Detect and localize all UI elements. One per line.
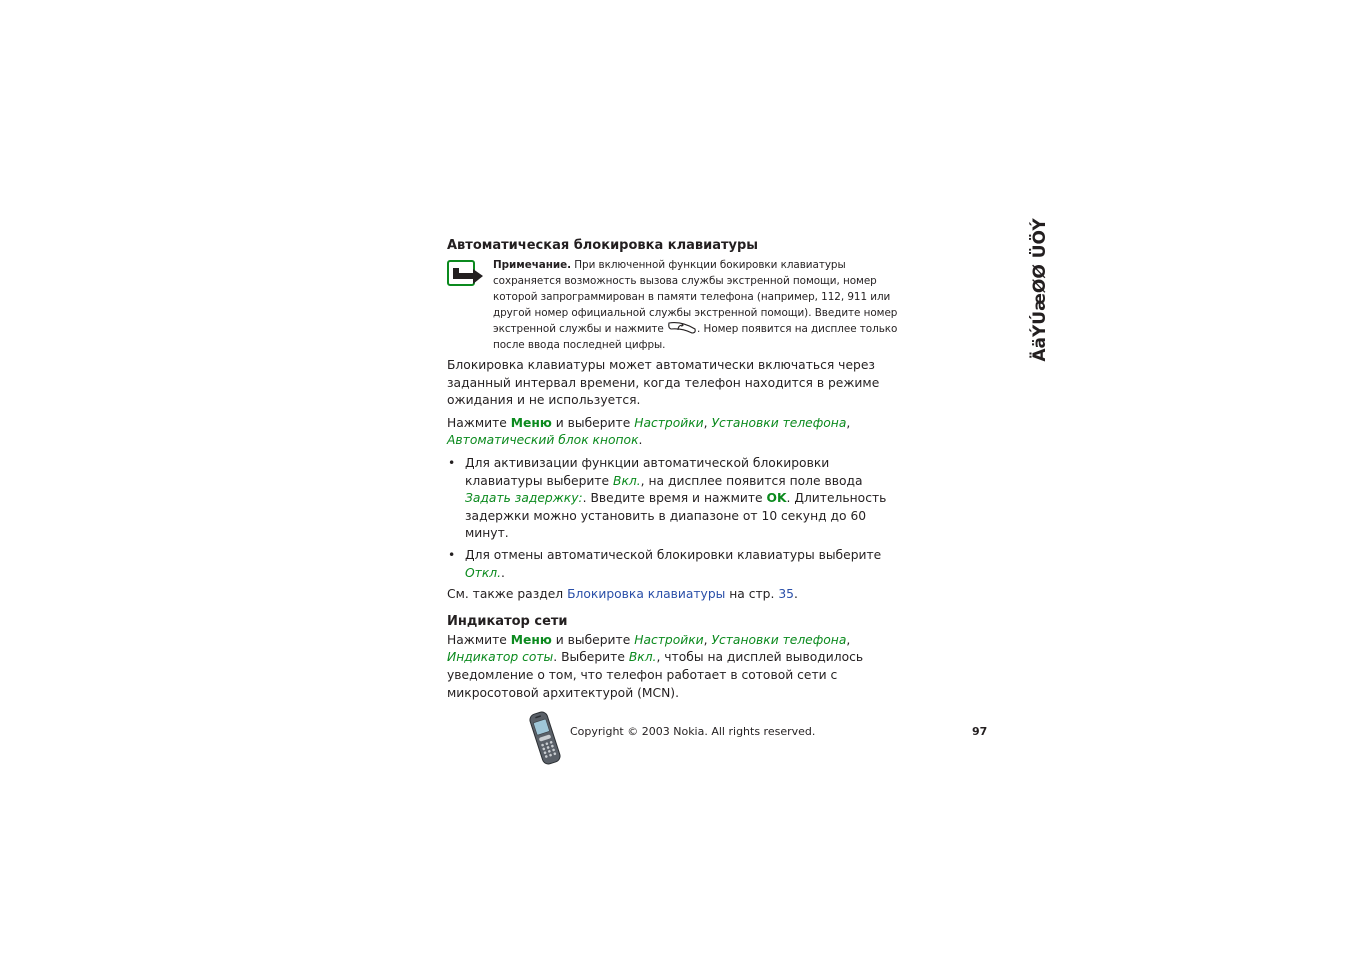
list-item: [447, 455, 905, 543]
note-label: Примечание.: [493, 259, 572, 271]
text-middle: и выберите: [555, 632, 631, 647]
text-middle: и выберите: [555, 415, 631, 430]
option-off: Откл.: [465, 565, 502, 580]
note-block: [447, 257, 905, 353]
bullet-list: [447, 455, 905, 582]
paragraph-text: , чтобы на дисплей выводилось уведомление о том, что телефон работает в сотовой сети с микросотовой архитектурой (MCN).: [447, 650, 864, 700]
option-on: Вкл.: [613, 473, 641, 488]
footer-copyright: Copyright © 2003 Nokia. All rights reserved.: [570, 725, 816, 738]
link-page-35[interactable]: 35: [778, 587, 794, 602]
separator: ,: [703, 415, 708, 430]
bullet-text: .: [501, 565, 505, 580]
chapter-side-tab: [1022, 218, 1058, 362]
menu-softkey: Меню: [510, 415, 552, 430]
paragraph-text: . Выберите: [553, 650, 625, 665]
menu-item-phone-settings: Установки телефона: [711, 632, 847, 647]
paragraph-network-indicator: [447, 632, 905, 702]
see-also-prefix: См. также раздел: [447, 587, 564, 602]
bullet-text: Для отмены автоматической блокировки клавиатуры выберите: [465, 547, 882, 562]
text-prefix: Нажмите: [447, 415, 507, 430]
note-text-part2: . Номер появится на дисплее только после ввода последней цифры.: [493, 323, 898, 351]
period: .: [638, 433, 643, 448]
menu-item-settings: Настройки: [634, 415, 704, 430]
bullet-text: , на дисплее появится поле ввода: [640, 473, 863, 488]
paragraph-menu-path: [447, 415, 905, 450]
menu-item-phone-settings: Установки телефона: [711, 415, 847, 430]
ok-softkey: OK: [766, 491, 787, 506]
menu-item-settings: Настройки: [634, 632, 704, 647]
separator: ,: [703, 632, 708, 647]
text-prefix: Нажмите: [447, 632, 507, 647]
bullet-text: . Длительность задержки можно установить в диапазоне от 10 секунд до 60 минут.: [465, 491, 887, 541]
chapter-title-vertical: ÄäÝÚæØØ ÜÖÝ: [1030, 218, 1050, 362]
menu-item-cell-info: Индикатор соты: [447, 650, 554, 665]
note-text: [493, 257, 905, 353]
note-hand-icon: [447, 260, 485, 286]
link-keypad-lock[interactable]: Блокировка клавиатуры: [567, 587, 726, 602]
bullet-text: . Введите время и нажмите: [582, 491, 763, 506]
nokia-phone-icon: [524, 710, 566, 766]
option-set-delay: Задать задержку:: [465, 491, 583, 506]
separator: ,: [846, 632, 851, 647]
see-also-middle: на стр.: [729, 587, 775, 602]
option-on: Вкл.: [628, 650, 657, 665]
page-number: 97: [972, 725, 988, 738]
period: .: [793, 587, 798, 602]
section-heading-network-indicator: Индикатор сети: [447, 613, 568, 629]
paragraph-intro: Блокировка клавиатуры может автоматически включаться через заданный интервал времени, когда телефон находится в режиме ожидания и не используется.: [447, 358, 880, 408]
bullet-text: Для активизации функции автоматической блокировки клавиатуры выберите: [465, 455, 830, 488]
menu-softkey: Меню: [510, 632, 552, 647]
see-also-paragraph: [447, 586, 905, 604]
section-heading-auto-keylock: Автоматическая блокировка клавиатуры: [447, 238, 759, 253]
note-text-part1: При включенной функции бокировки клавиатуры сохраняется возможность вызова службы экстренной помощи, номер которой запрограммирован в памяти телефона (например, 112, 911 или другой номер официальной службы экстренной помощи). Введите номер экстренной службы и нажмите: [493, 259, 898, 335]
menu-item-auto-keylock: Автоматический блок кнопок: [447, 433, 639, 448]
list-item: [447, 547, 905, 582]
separator: ,: [846, 415, 851, 430]
send-key-icon: [667, 321, 697, 335]
page-content: [447, 236, 905, 702]
